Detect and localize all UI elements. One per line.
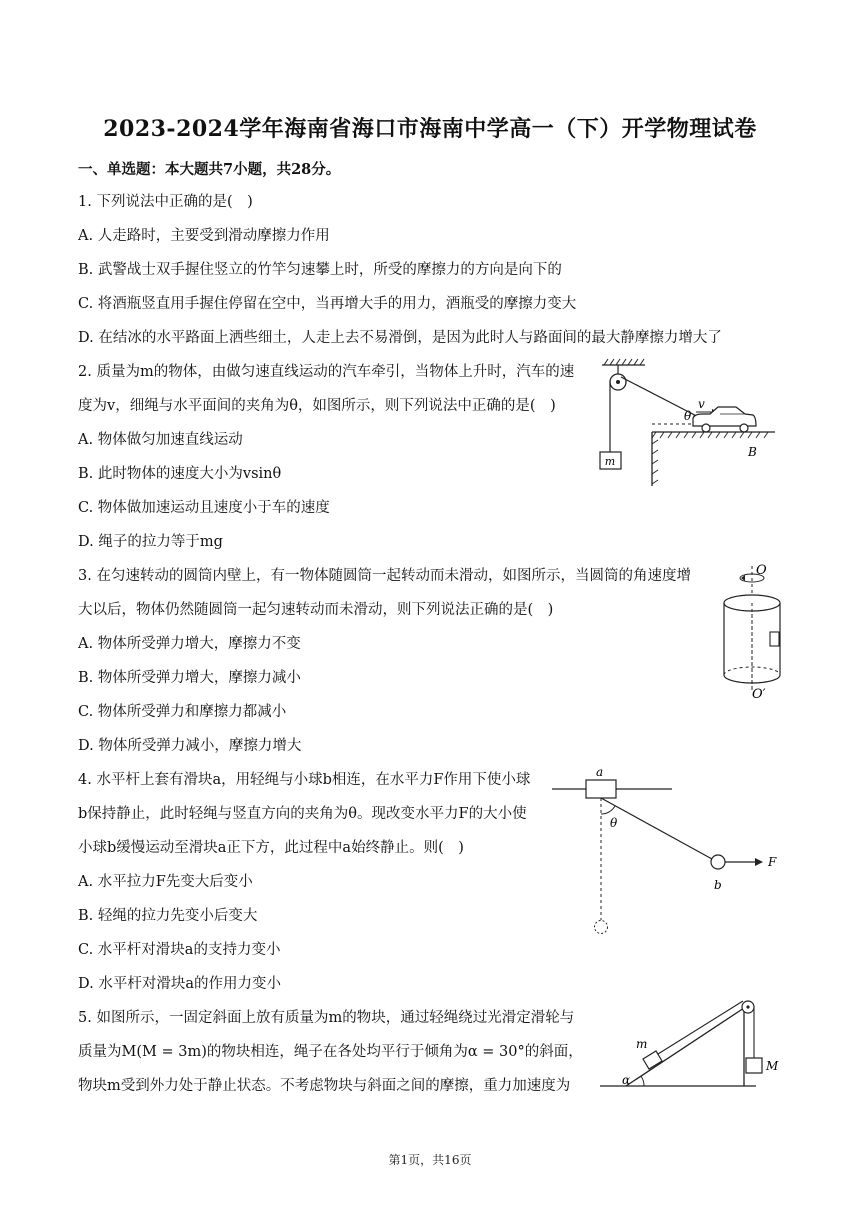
question-4-stem-line-1: 4. 水平杆上套有滑块a，用轻绳与小球b相连，在水平力F作用下使小球: [78, 772, 531, 788]
label-theta: θ: [684, 409, 692, 423]
question-2-option-c: C. 物体做加速运动且速度小于车的速度: [78, 500, 330, 516]
label-v: v: [698, 397, 705, 411]
question-5-stem-line-1: 5. 如图所示，一固定斜面上放有质量为m的物块，通过轻绳绕过光滑定滑轮与: [78, 1010, 575, 1026]
question-4-stem-line-2: b保持静止，此时轻绳与竖直方向的夹角为θ。现改变水平力F的大小使: [78, 806, 527, 822]
question-1-option-b: B. 武警战士双手握住竖立的竹竿匀速攀上时，所受的摩擦力的方向是向下的: [78, 262, 562, 278]
question-3-option-c: C. 物体所受弹力和摩擦力都减小: [78, 704, 287, 720]
label-m: m: [636, 1037, 648, 1051]
block-M: [746, 1058, 762, 1073]
page-footer: 第1页，共16页: [388, 1153, 472, 1167]
page-title: 2023-2024学年海南省海口市海南中学高一（下）开学物理试卷: [103, 116, 757, 142]
question-3-option-b: B. 物体所受弹力增大，摩擦力减小: [78, 670, 301, 686]
question-5-stem-line-3: 物块m受到外力处于静止状态。不考虑物块与斜面之间的摩擦，重力加速度为: [78, 1078, 571, 1094]
section-heading: 一、单选题：本大题共7小题，共28分。: [78, 161, 341, 178]
label-theta: θ: [610, 816, 618, 830]
question-4-option-c: C. 水平杆对滑块a的支持力变小: [78, 942, 281, 958]
question-2-option-b: B. 此时物体的速度大小为vsinθ: [78, 466, 282, 482]
question-4-stem-line-3: 小球b缓慢运动至滑块a正下方，此过程中a始终静止。则( ): [78, 840, 464, 856]
question-4-option-a: A. 水平拉力F先变大后变小: [78, 874, 253, 890]
question-2-option-a: A. 物体做匀加速直线运动: [78, 432, 243, 448]
figure-5-incline-pulley: [596, 996, 792, 1090]
label-alpha: α: [622, 1073, 631, 1087]
figure-3-cylinder: [712, 558, 790, 700]
question-2-stem-line-1: 2. 质量为m的物体，由做匀速直线运动的汽车牵引，当物体上升时，汽车的速: [78, 364, 575, 380]
label-b: b: [714, 878, 722, 892]
label-B: B: [748, 445, 757, 459]
label-m: m: [604, 455, 616, 468]
label-a: a: [596, 765, 604, 779]
question-4-option-d: D. 水平杆对滑块a的作用力变小: [78, 976, 281, 992]
slider-a: [586, 780, 616, 798]
question-1-option-a: A. 人走路时，主要受到滑动摩擦力作用: [78, 228, 330, 244]
figure-4-slider-ball: [548, 762, 784, 942]
label-O-prime: O′: [752, 687, 766, 700]
question-4-option-b: B. 轻绳的拉力先变小后变大: [78, 908, 258, 924]
label-F: F: [768, 855, 777, 869]
label-M: M: [766, 1059, 779, 1073]
question-5-stem-line-2: 质量为M(M = 3m)的物块相连，绳子在各处均平行于倾角为α = 30°的斜面，: [78, 1044, 583, 1060]
figure-2-pulley-car: [590, 356, 780, 491]
question-2-option-d: D. 绳子的拉力等于mg: [78, 534, 223, 550]
label-O: O: [756, 563, 767, 578]
question-3-option-d: D. 物体所受弹力减小，摩擦力增大: [78, 738, 302, 754]
question-1-stem: 1. 下列说法中正确的是( ): [78, 194, 253, 210]
question-1-option-c: C. 将酒瓶竖直用手握住停留在空中，当再增大手的用力，酒瓶受的摩擦力变大: [78, 296, 577, 312]
ball-b: [711, 855, 725, 869]
question-1-option-d: D. 在结冰的水平路面上洒些细土，人走上去不易滑倒，是因为此时人与路面间的最大静摩擦力增大了: [78, 330, 722, 346]
block-on-wall: [770, 632, 779, 646]
question-3-option-a: A. 物体所受弹力增大，摩擦力不变: [78, 636, 301, 652]
question-3-stem-line-2: 大以后，物体仍然随圆筒一起匀速转动而未滑动，则下列说法正确的是( ): [78, 602, 554, 618]
question-3-stem-line-1: 3. 在匀速转动的圆筒内壁上，有一物体随圆筒一起转动而未滑动，如图所示，当圆筒的角速度增: [78, 568, 691, 584]
question-2-stem-line-2: 度为v，细绳与水平面间的夹角为θ，如图所示，则下列说法中正确的是( ): [78, 398, 556, 414]
